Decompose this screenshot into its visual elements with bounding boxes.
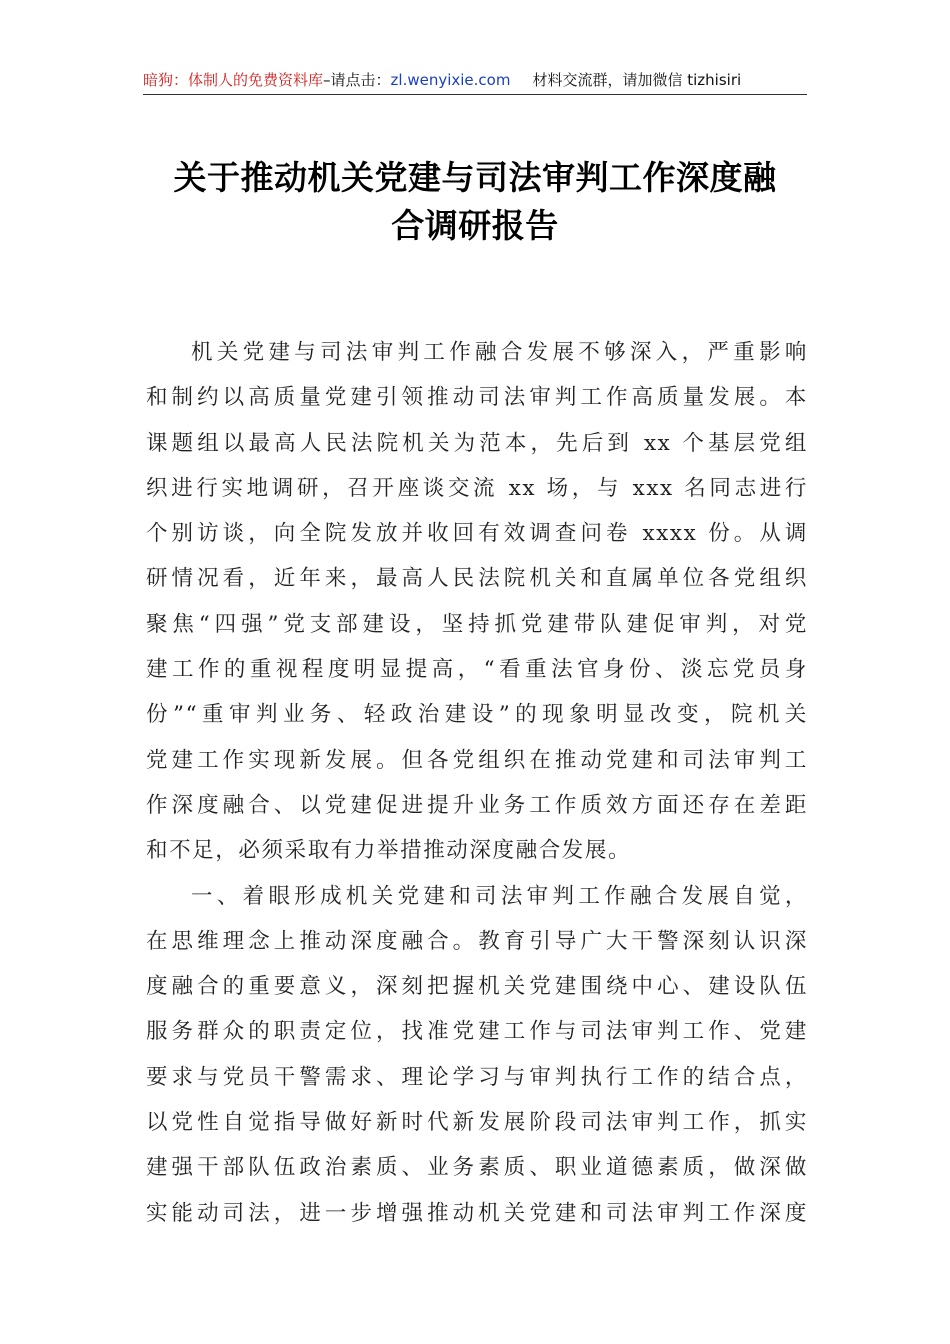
header-group-text: 材料交流群，请加微信 tizhisiri <box>532 71 742 89</box>
document-title <box>140 154 810 250</box>
promo-header <box>143 66 807 95</box>
header-promo-text: 暗狗：体制人的免费资料库 <box>143 71 324 89</box>
body-line: 研情况看，近年来，最高人民法院机关和直属单位各党组织 <box>146 566 808 592</box>
header-site-link[interactable]: zl.wenyixie.com <box>390 71 511 89</box>
body-line: 实能动司法，进一步增强推动机关党建和司法审判工作深度 <box>146 1200 808 1226</box>
body-line: 建强干部队伍政治素质、业务素质、职业道德素质，做深做 <box>146 1155 808 1181</box>
title-line-2: 合调研报告 <box>391 206 559 245</box>
body-line: 在思维理念上推动深度融合。教育引导广大干警深刻认识深 <box>146 928 808 954</box>
document-body <box>146 330 808 1236</box>
body-line: 个别访谈，向全院发放并收回有效调查问卷 xxxx 份。从调 <box>146 521 808 547</box>
body-line: 作深度融合、以党建促进提升业务工作质效方面还存在差距 <box>146 792 808 818</box>
body-line: 度融合的重要意义，深刻把握机关党建围绕中心、建设队伍 <box>146 974 808 1000</box>
header-click-label: –请点击： <box>323 71 391 89</box>
body-line: 份”“重审判业务、轻政治建设”的现象明显改变，院机关 <box>146 702 808 728</box>
body-line: 服务群众的职责定位，找准党建工作与司法审判工作、党建 <box>146 1019 808 1045</box>
body-line: 聚焦“四强”党支部建设，坚持抓党建带队建促审判，对党 <box>146 611 808 637</box>
body-line: 和制约以高质量党建引领推动司法审判工作高质量发展。本 <box>146 385 808 411</box>
body-line: 织进行实地调研，召开座谈交流 xx 场，与 xxx 名同志进行 <box>146 475 808 501</box>
body-line: 要求与党员干警需求、理论学习与审判执行工作的结合点， <box>146 1064 808 1090</box>
body-line: 一、着眼形成机关党建和司法审判工作融合发展自觉， <box>191 883 808 909</box>
body-line: 课题组以最高人民法院机关为范本，先后到 xx 个基层党组 <box>146 430 808 456</box>
body-line: 党建工作实现新发展。但各党组织在推动党建和司法审判工 <box>146 747 808 773</box>
title-line-1: 关于推动机关党建与司法审判工作深度融 <box>173 158 777 197</box>
body-line: 机关党建与司法审判工作融合发展不够深入，严重影响 <box>191 340 808 365</box>
body-line: 建工作的重视程度明显提高，“看重法官身份、淡忘党员身 <box>146 657 808 683</box>
body-line: 以党性自觉指导做好新时代新发展阶段司法审判工作，抓实 <box>146 1110 808 1136</box>
body-line: 和不足，必须采取有力举措推动深度融合发展。 <box>146 838 632 864</box>
